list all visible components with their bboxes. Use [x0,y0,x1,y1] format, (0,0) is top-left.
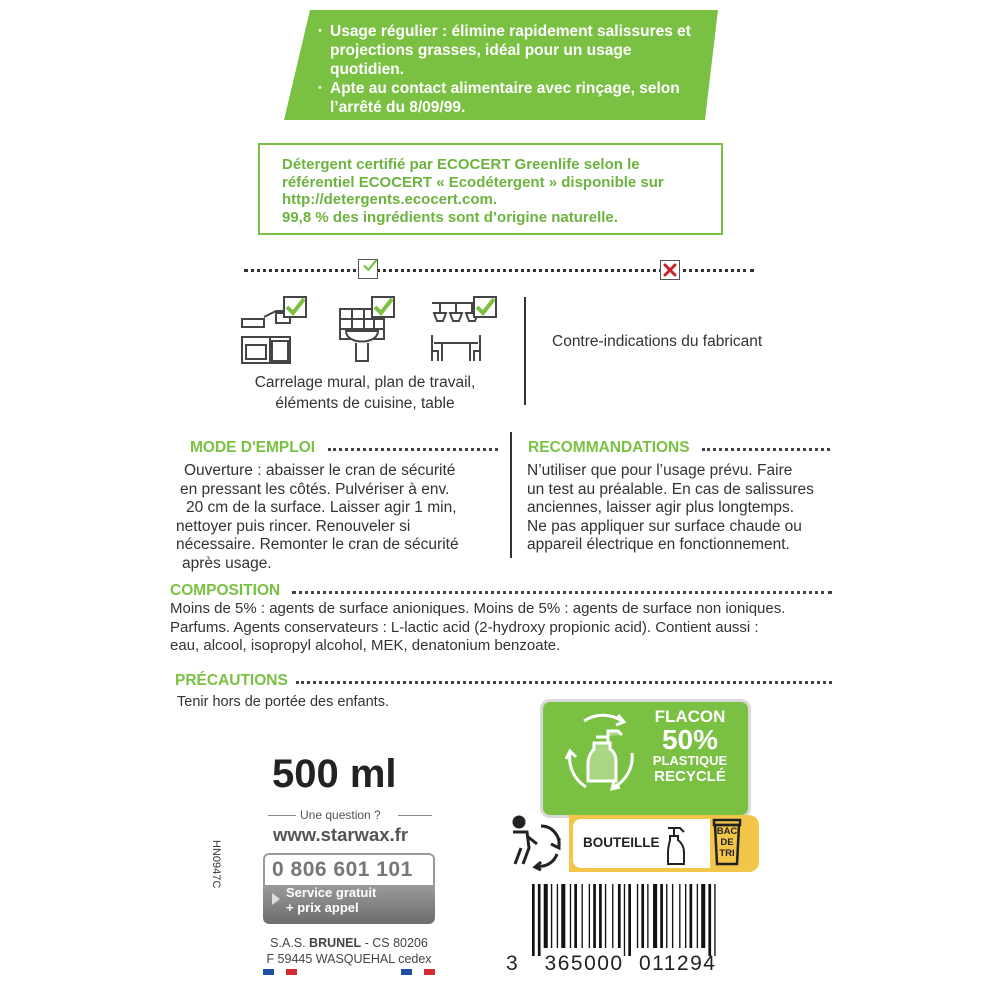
ecocert-line: 99,8 % des ingrédients sont d’origine naturelle. [282,208,618,226]
cross-icon [660,260,680,280]
service-line: Service gratuit [286,885,377,900]
barcode-bar [618,884,621,948]
recommandations-title: RECOMMANDATIONS [528,439,690,456]
spray-bottle-icon [664,822,688,871]
barcode-bar [647,884,648,948]
barcode-group: 011294 [638,952,717,975]
recommandations-line: un test au préalable. En cas de salissures [527,480,814,498]
usage-banner-text [318,22,698,117]
service-arrow-icon [272,893,280,905]
barcode [530,884,750,956]
french-flag-icon [401,969,435,975]
barcode-bar [714,884,715,956]
barcode-bar [685,884,686,948]
composition-text [170,600,860,656]
barcode-bar [561,884,565,948]
composition-line: Parfums. Agents conservateurs : L-lactic acid (2-hydroxy propionic acid). Contient aussi : [170,618,759,636]
service-line: + prix appel [286,899,359,915]
barcode-first-digit: 3 [506,952,520,975]
bouteille-label: BOUTEILLE [583,835,660,850]
company-address [263,935,435,967]
banner-line-regular-use: • Usage régulier : élimine rapidement salissures et projections grasses, idéal pour un usage quotidien. [318,22,698,79]
mode-emploi-separator [328,448,498,451]
mode-emploi-line: Ouverture : abaisser le cran de sécurité [184,462,456,479]
barcode-bar [701,884,705,948]
instructions-divider [510,432,512,558]
question-line [398,815,432,816]
barcode-bar [532,884,535,956]
service-label [286,886,376,915]
suitable-line: Carrelage mural, plan de travail, [254,374,476,391]
barcode-bar [666,884,667,948]
barcode-bar [641,884,644,948]
mode-emploi-title: MODE D'EMPLOI [190,439,316,456]
mode-emploi-line: après usage. [182,554,272,572]
address-line: S.A.S. BRUNEL - CS 80206 [270,936,428,950]
kitchen-icon [240,295,310,370]
precautions-separator [296,681,832,684]
mode-emploi-line: nettoyer puis rincer. Renouveler si [176,517,411,535]
barcode-bar [624,884,625,956]
barcode-bar [605,884,606,948]
barcode-bar [599,884,602,948]
question-label: Une question ? [300,808,381,822]
address-line: F 59445 WASQUEHAL cedex [266,952,432,966]
barcode-bar [697,884,698,948]
barcode-bar [708,884,711,956]
composition-line: eau, alcool, isopropyl alcohol, MEK, denatonium benzoate. [170,637,561,654]
precautions-title: PRÉCAUTIONS [175,672,288,689]
barcode-bar [538,884,541,956]
ecocert-line: référentiel ECOCERT « Ecodétergent » disponible sur [282,173,664,191]
barcode-bar [637,884,638,948]
ecocert-line: Détergent certifié par ECOCERT Greenlife selon le [282,156,640,173]
dining-table-icon [430,295,500,370]
website-link[interactable]: www.starwax.fr [273,824,409,845]
barcode-bar [679,884,680,948]
flacon-plastic-label: PLASTIQUE [652,753,728,768]
recommandations-line: N’utiliser que pour l’usage prévu. Faire [527,462,793,479]
barcode-bar [570,884,571,948]
barcode-bar [612,884,613,948]
barcode-bar [672,884,673,948]
product-volume: 500 ml [272,752,397,796]
french-flag-icon [263,969,297,975]
recycled-plastic-text [640,707,740,785]
barcode-bar [557,884,558,948]
barcode-bar [628,884,631,956]
flacon-recycled-label: RECYCLÉ [654,768,726,785]
recommandations-line: appareil électrique en fonctionnement. [527,536,790,553]
recommandations-line: anciennes, laisser agir plus longtemps. [527,499,795,516]
barcode-bar [660,884,663,948]
question-line [268,815,296,816]
product-code: HN0947C [210,840,222,889]
bathroom-sink-icon [338,295,398,370]
mode-emploi-line: en pressant les côtés. Pulvériser à env. [180,480,450,498]
composition-title: COMPOSITION [170,582,281,599]
mode-emploi-line: nécessaire. Remonter le cran de sécurité [176,536,459,553]
recommandations-line: Ne pas appliquer sur surface chaude ou [527,517,802,535]
composition-line: Moins de 5% : agents de surface anioniques. Moins de 5% : agents de surface non ioniques. [170,600,786,617]
bac-label: DE [720,837,734,848]
barcode-number [506,952,716,976]
recommandations-text [527,462,847,555]
ecocert-text [282,156,712,226]
mode-emploi-line: 20 cm de la surface. Laisser agir 1 min, [186,499,457,516]
composition-separator [292,591,832,594]
bac-label: TRI [719,848,735,859]
usage-divider [524,297,526,405]
suitable-line: éléments de cuisine, table [275,395,455,412]
barcode-bar [653,884,657,948]
phone-number[interactable]: 0 806 601 101 [272,858,413,881]
barcode-bar [544,884,548,948]
barcode-bar [574,884,577,948]
contra-indications-label: Contre-indications du fabricant [552,333,763,350]
barcode-bar [582,884,583,948]
bac-label: BAC [716,826,738,837]
banner-line-food-contact: • Apte au contact alimentaire avec rinçage, selon l’arrêté du 8/09/99. [318,79,698,117]
barcode-bar [593,884,596,948]
sorting-bin-label [714,826,740,859]
recommandations-separator [702,448,830,451]
flacon-label: FLACON [654,707,726,726]
barcode-bar [551,884,552,948]
flacon-percent: 50% [661,724,719,755]
barcode-bar [690,884,693,948]
recycle-bottle-icon [562,707,642,802]
triman-icon [505,812,565,877]
barcode-bar [589,884,590,948]
mode-emploi-text [172,462,502,573]
ecocert-url: http://detergents.ecocert.com. [282,191,498,208]
barcode-group: 365000 [544,952,624,975]
check-icon [358,259,378,279]
precautions-text: Tenir hors de portée des enfants. [177,694,389,710]
suitable-surfaces-label [225,372,505,414]
